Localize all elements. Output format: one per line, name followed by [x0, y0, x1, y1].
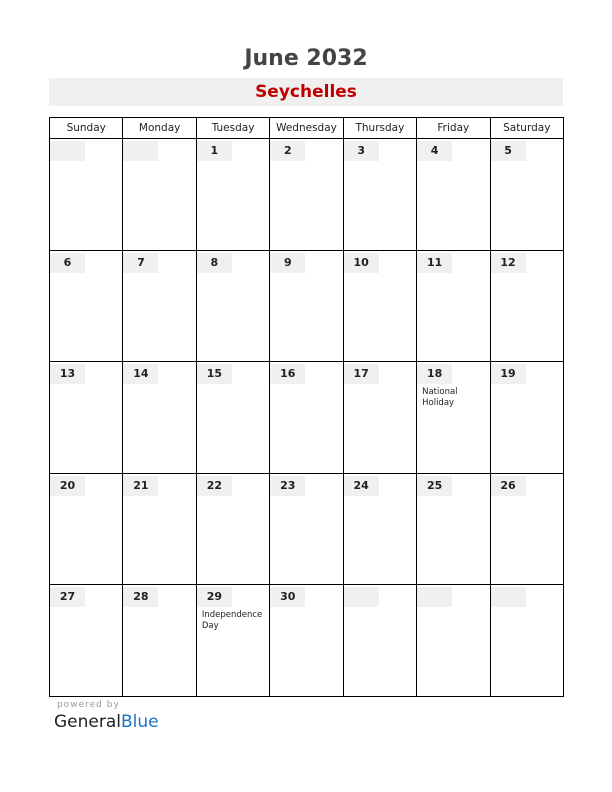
day-cell [270, 473, 343, 585]
day-number: 1 [197, 141, 232, 161]
day-number: 30 [270, 587, 305, 607]
day-cell [196, 585, 269, 697]
weekday-tuesday: Tuesday [196, 118, 269, 139]
day-number: 13 [50, 364, 85, 384]
generalblue-logo[interactable] [54, 712, 159, 732]
day-number: 14 [123, 364, 158, 384]
holiday-label: Independence Day [201, 610, 263, 632]
day-number [123, 141, 158, 161]
day-cell [417, 139, 490, 251]
day-number: 2 [270, 141, 305, 161]
weekday-monday: Monday [123, 118, 196, 139]
day-cell [343, 473, 416, 585]
day-number: 24 [344, 476, 379, 496]
day-cell [490, 473, 563, 585]
country-name: Seychelles [255, 82, 357, 102]
day-number: 6 [50, 253, 85, 273]
day-cell [417, 585, 490, 697]
day-number: 26 [491, 476, 526, 496]
day-cell [50, 585, 123, 697]
day-cell [270, 362, 343, 474]
day-number: 5 [491, 141, 526, 161]
day-cell [270, 250, 343, 362]
week-row [50, 362, 564, 474]
day-number: 29 [197, 587, 232, 607]
day-number: 12 [491, 253, 526, 273]
day-cell [490, 139, 563, 251]
day-cell [123, 473, 196, 585]
day-number [344, 587, 379, 607]
weekday-sunday: Sunday [50, 118, 123, 139]
day-cell [343, 362, 416, 474]
week-row [50, 139, 564, 251]
day-number [417, 587, 452, 607]
day-number: 4 [417, 141, 452, 161]
week-row [50, 473, 564, 585]
day-number [491, 587, 526, 607]
day-cell [196, 473, 269, 585]
day-cell [343, 139, 416, 251]
day-cell [490, 362, 563, 474]
week-row [50, 250, 564, 362]
day-number [50, 141, 85, 161]
day-cell [343, 250, 416, 362]
day-cell [490, 585, 563, 697]
day-cell [123, 250, 196, 362]
day-cell [270, 139, 343, 251]
week-row [50, 585, 564, 697]
day-number: 20 [50, 476, 85, 496]
day-cell [196, 250, 269, 362]
day-number: 3 [344, 141, 379, 161]
day-cell [50, 139, 123, 251]
day-cell [50, 362, 123, 474]
day-number: 11 [417, 253, 452, 273]
day-number: 15 [197, 364, 232, 384]
day-number: 17 [344, 364, 379, 384]
day-number: 19 [491, 364, 526, 384]
day-cell [490, 250, 563, 362]
day-number: 16 [270, 364, 305, 384]
day-cell [343, 585, 416, 697]
day-cell [196, 362, 269, 474]
day-number: 21 [123, 476, 158, 496]
calendar-grid [49, 117, 564, 697]
weekday-thursday: Thursday [343, 118, 416, 139]
day-number: 27 [50, 587, 85, 607]
day-cell [123, 362, 196, 474]
day-number: 23 [270, 476, 305, 496]
day-cell [123, 139, 196, 251]
weekday-saturday: Saturday [490, 118, 563, 139]
day-cell [196, 139, 269, 251]
powered-by-label: powered by [57, 700, 120, 710]
page-title: June 2032 [244, 46, 368, 71]
day-number: 10 [344, 253, 379, 273]
day-cell [417, 362, 490, 474]
weekday-friday: Friday [417, 118, 490, 139]
day-cell [50, 473, 123, 585]
day-cell [417, 473, 490, 585]
day-number: 9 [270, 253, 305, 273]
country-banner [49, 78, 563, 106]
day-cell [417, 250, 490, 362]
day-cell [270, 585, 343, 697]
day-number: 18 [417, 364, 452, 384]
logo-text-blue: Blue [121, 712, 159, 732]
day-cell [123, 585, 196, 697]
day-number: 25 [417, 476, 452, 496]
weekday-header-row [50, 118, 564, 139]
day-number: 28 [123, 587, 158, 607]
day-number: 22 [197, 476, 232, 496]
day-number: 8 [197, 253, 232, 273]
day-cell [50, 250, 123, 362]
logo-text-general: General [54, 712, 121, 732]
holiday-label: National Holiday [422, 387, 458, 409]
weekday-wednesday: Wednesday [270, 118, 343, 139]
day-number: 7 [123, 253, 158, 273]
